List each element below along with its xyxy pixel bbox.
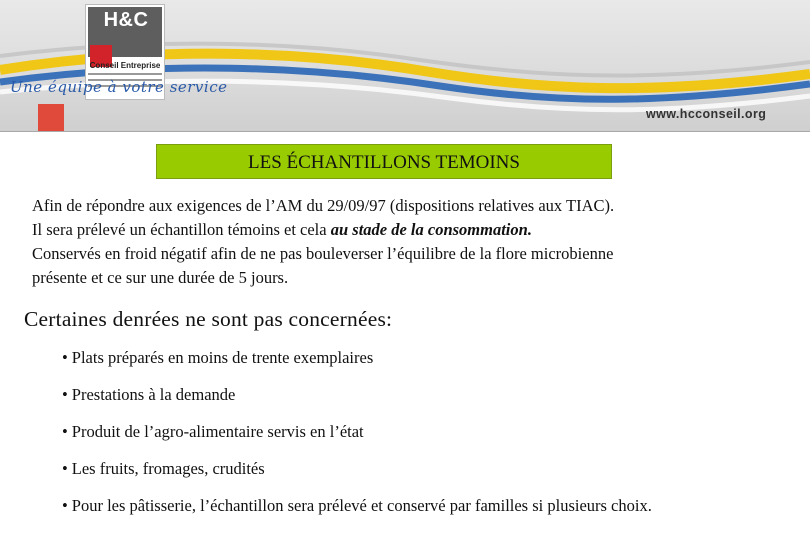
intro-line-2-text: Il sera prélevé un échantillon témoins et cela <box>32 220 331 239</box>
header-banner <box>0 0 810 132</box>
logo-text: H&C <box>103 9 149 31</box>
list-item-text: Les fruits, fromages, crudités <box>71 459 265 478</box>
list-item-text: Produit de l’agro-alimentaire servis en l’état <box>71 422 364 441</box>
section-subheading: Certaines denrées ne sont pas concernées: <box>24 307 393 331</box>
page-title: LES ÉCHANTILLONS TEMOINS <box>248 152 520 173</box>
bullet-icon: • <box>62 459 68 478</box>
intro-line-3: Conservés en froid négatif afin de ne pas bouleverser l’équilibre de la flore microbienne <box>32 244 614 263</box>
list-item-text: Pour les pâtisserie, l’échantillon sera prélevé et conservé par familles si plusieurs choix. <box>71 496 652 515</box>
bullet-icon: • <box>62 348 68 367</box>
list-item <box>62 457 802 494</box>
list-item <box>62 420 802 457</box>
logo-subtitle: Conseil Entreprise <box>89 61 161 70</box>
intro-line-2 <box>32 218 792 242</box>
list-item-text: Prestations à la demande <box>71 385 236 404</box>
intro-line-1: Afin de répondre aux exigences de l’AM du 29/09/97 (dispositions relatives aux TIAC). <box>32 196 615 215</box>
intro-line-4: présente et ce sur une durée de 5 jours. <box>32 268 289 287</box>
exemption-list <box>62 346 802 531</box>
intro-paragraph <box>32 194 792 290</box>
bullet-icon: • <box>62 385 68 404</box>
red-accent-bar <box>38 104 64 132</box>
title-box <box>156 144 612 179</box>
banner-divider <box>0 131 810 132</box>
bullet-icon: • <box>62 496 68 515</box>
list-item <box>62 346 802 383</box>
list-item <box>62 383 802 420</box>
list-item <box>62 494 802 531</box>
intro-emphasis: au stade de la consommation. <box>330 220 532 239</box>
bullet-icon: • <box>62 422 68 441</box>
list-item-text: Plats préparés en moins de trente exemplaires <box>71 348 374 367</box>
tagline: Une équipe à votre service <box>10 78 228 96</box>
website-url: www.hcconseil.org <box>646 107 767 121</box>
